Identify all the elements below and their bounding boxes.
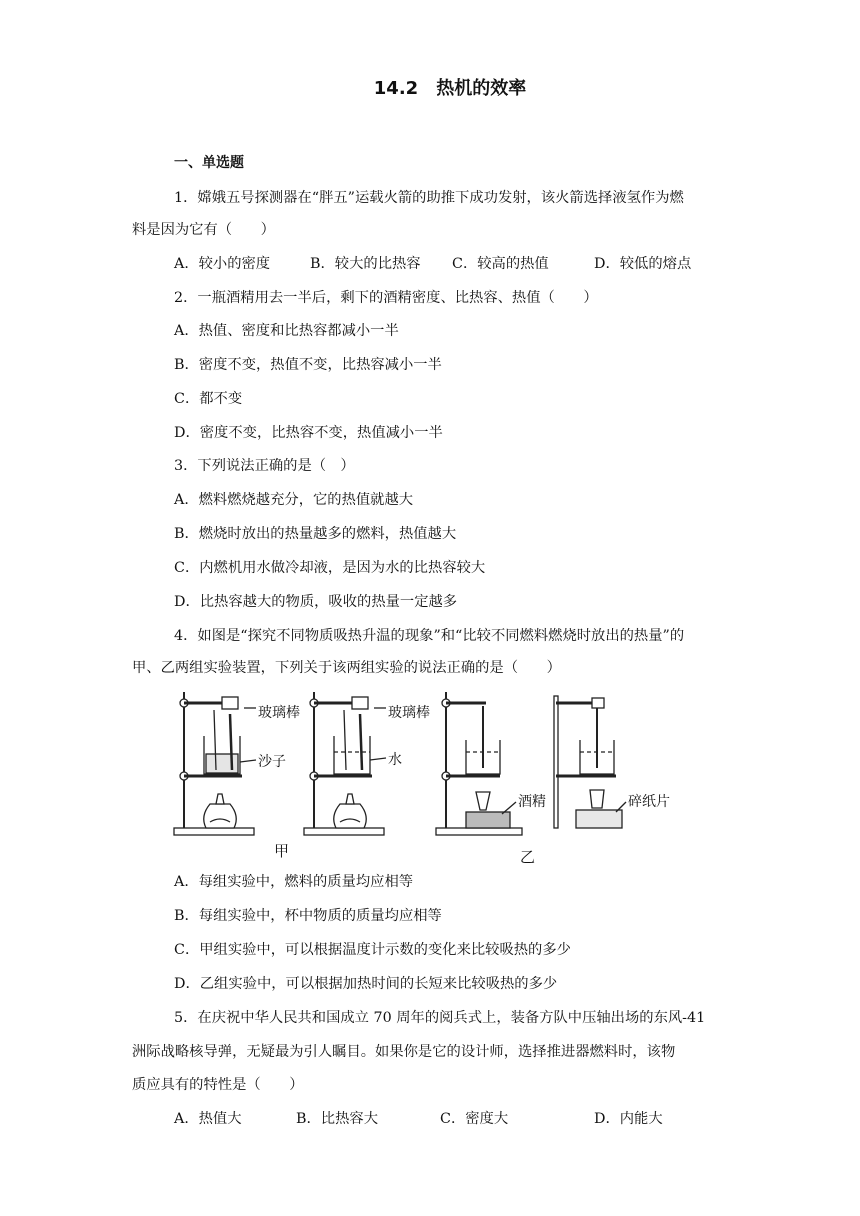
stand-base-3 <box>436 828 522 835</box>
option-d[interactable]: D．内能大 <box>594 1111 663 1127</box>
option-c[interactable]: C．都不变 <box>174 391 243 407</box>
option-c[interactable]: C．内燃机用水做冷却液，是因为水的比热容较大 <box>174 560 486 576</box>
option-b[interactable]: B．比热容大 <box>296 1111 378 1127</box>
option-b[interactable]: B．燃烧时放出的热量越多的燃料，热值越大 <box>174 526 457 542</box>
option-d[interactable]: D．比热容越大的物质，吸收的热量一定越多 <box>174 594 458 610</box>
option-d[interactable]: D．密度不变，比热容不变，热值减小一半 <box>174 425 443 441</box>
stand-base-1 <box>174 828 254 835</box>
option-d[interactable]: D．较低的熔点 <box>594 256 692 272</box>
question-5-text-cont: 洲际战略核导弹，无疑最为引人瞩目。如果你是它的设计师，选择推进器燃料时，该物 <box>132 1044 676 1060</box>
option-c[interactable]: C．密度大 <box>440 1111 509 1127</box>
question-5-options <box>0 1109 860 1129</box>
option-b[interactable]: B．每组实验中，杯中物质的质量均应相等 <box>174 908 442 924</box>
option-a[interactable]: A．燃料燃烧越充分，它的热值就越大 <box>174 492 414 508</box>
label-water: 水 <box>388 752 402 768</box>
option-a[interactable]: A．较小的密度 <box>174 256 271 272</box>
option-a[interactable]: A．每组实验中，燃料的质量均应相等 <box>174 874 414 890</box>
option-d[interactable]: D．乙组实验中，可以根据加热时间的长短来比较吸热的多少 <box>174 976 558 992</box>
group-label-yi: 乙 <box>520 848 536 866</box>
label-sand: 沙子 <box>258 754 286 770</box>
option-a[interactable]: A．热值、密度和比热容都减小一半 <box>174 323 399 339</box>
question-5-text-cont-2: 质应具有的特性是（ ） <box>132 1077 304 1093</box>
question-2-text: 2．一瓶酒精用去一半后，剩下的酒精密度、比热容、热值（ ） <box>174 290 598 306</box>
option-b[interactable]: B．密度不变，热值不变，比热容减小一半 <box>174 357 442 373</box>
page-title: 14.2 热机的效率 <box>373 78 527 99</box>
option-c[interactable]: C．较高的热值 <box>452 256 549 272</box>
label-alcohol: 酒精 <box>518 794 546 810</box>
section-heading: 一、单选题 <box>174 155 244 171</box>
stand-base-2 <box>304 828 384 835</box>
question-3-text: 3．下列说法正确的是（ ） <box>174 458 355 474</box>
question-4-text-cont: 甲、乙两组实验装置，下列关于该两组实验的说法正确的是（ ） <box>132 660 561 676</box>
label-glass-rod-2: 玻璃棒 <box>388 705 430 721</box>
option-b[interactable]: B．较大的比热容 <box>310 256 421 272</box>
question-4-text: 4．如图是“探究不同物质吸热升温的现象”和“比较不同燃料燃烧时放出的热量”的 <box>174 628 685 644</box>
question-1-text: 1．嫦娥五号探测器在“胖五”运载火箭的助推下成功发射，该火箭选择液氢作为燃 <box>174 190 684 206</box>
label-paper-scraps: 碎纸片 <box>628 794 670 810</box>
experiment-figure <box>170 684 690 866</box>
option-c[interactable]: C．甲组实验中，可以根据温度计示数的变化来比较吸热的多少 <box>174 942 571 958</box>
group-label-jia: 甲 <box>274 842 290 860</box>
option-a[interactable]: A．热值大 <box>174 1111 242 1127</box>
question-1-text-cont: 料是因为它有（ ） <box>132 222 275 238</box>
question-5-text: 5．在庆祝中华人民共和国成立 70 周年的阅兵式上，装备方队中压轴出场的东风-41 <box>174 1010 706 1026</box>
label-glass-rod-1: 玻璃棒 <box>258 705 300 721</box>
question-1-options <box>0 254 860 274</box>
